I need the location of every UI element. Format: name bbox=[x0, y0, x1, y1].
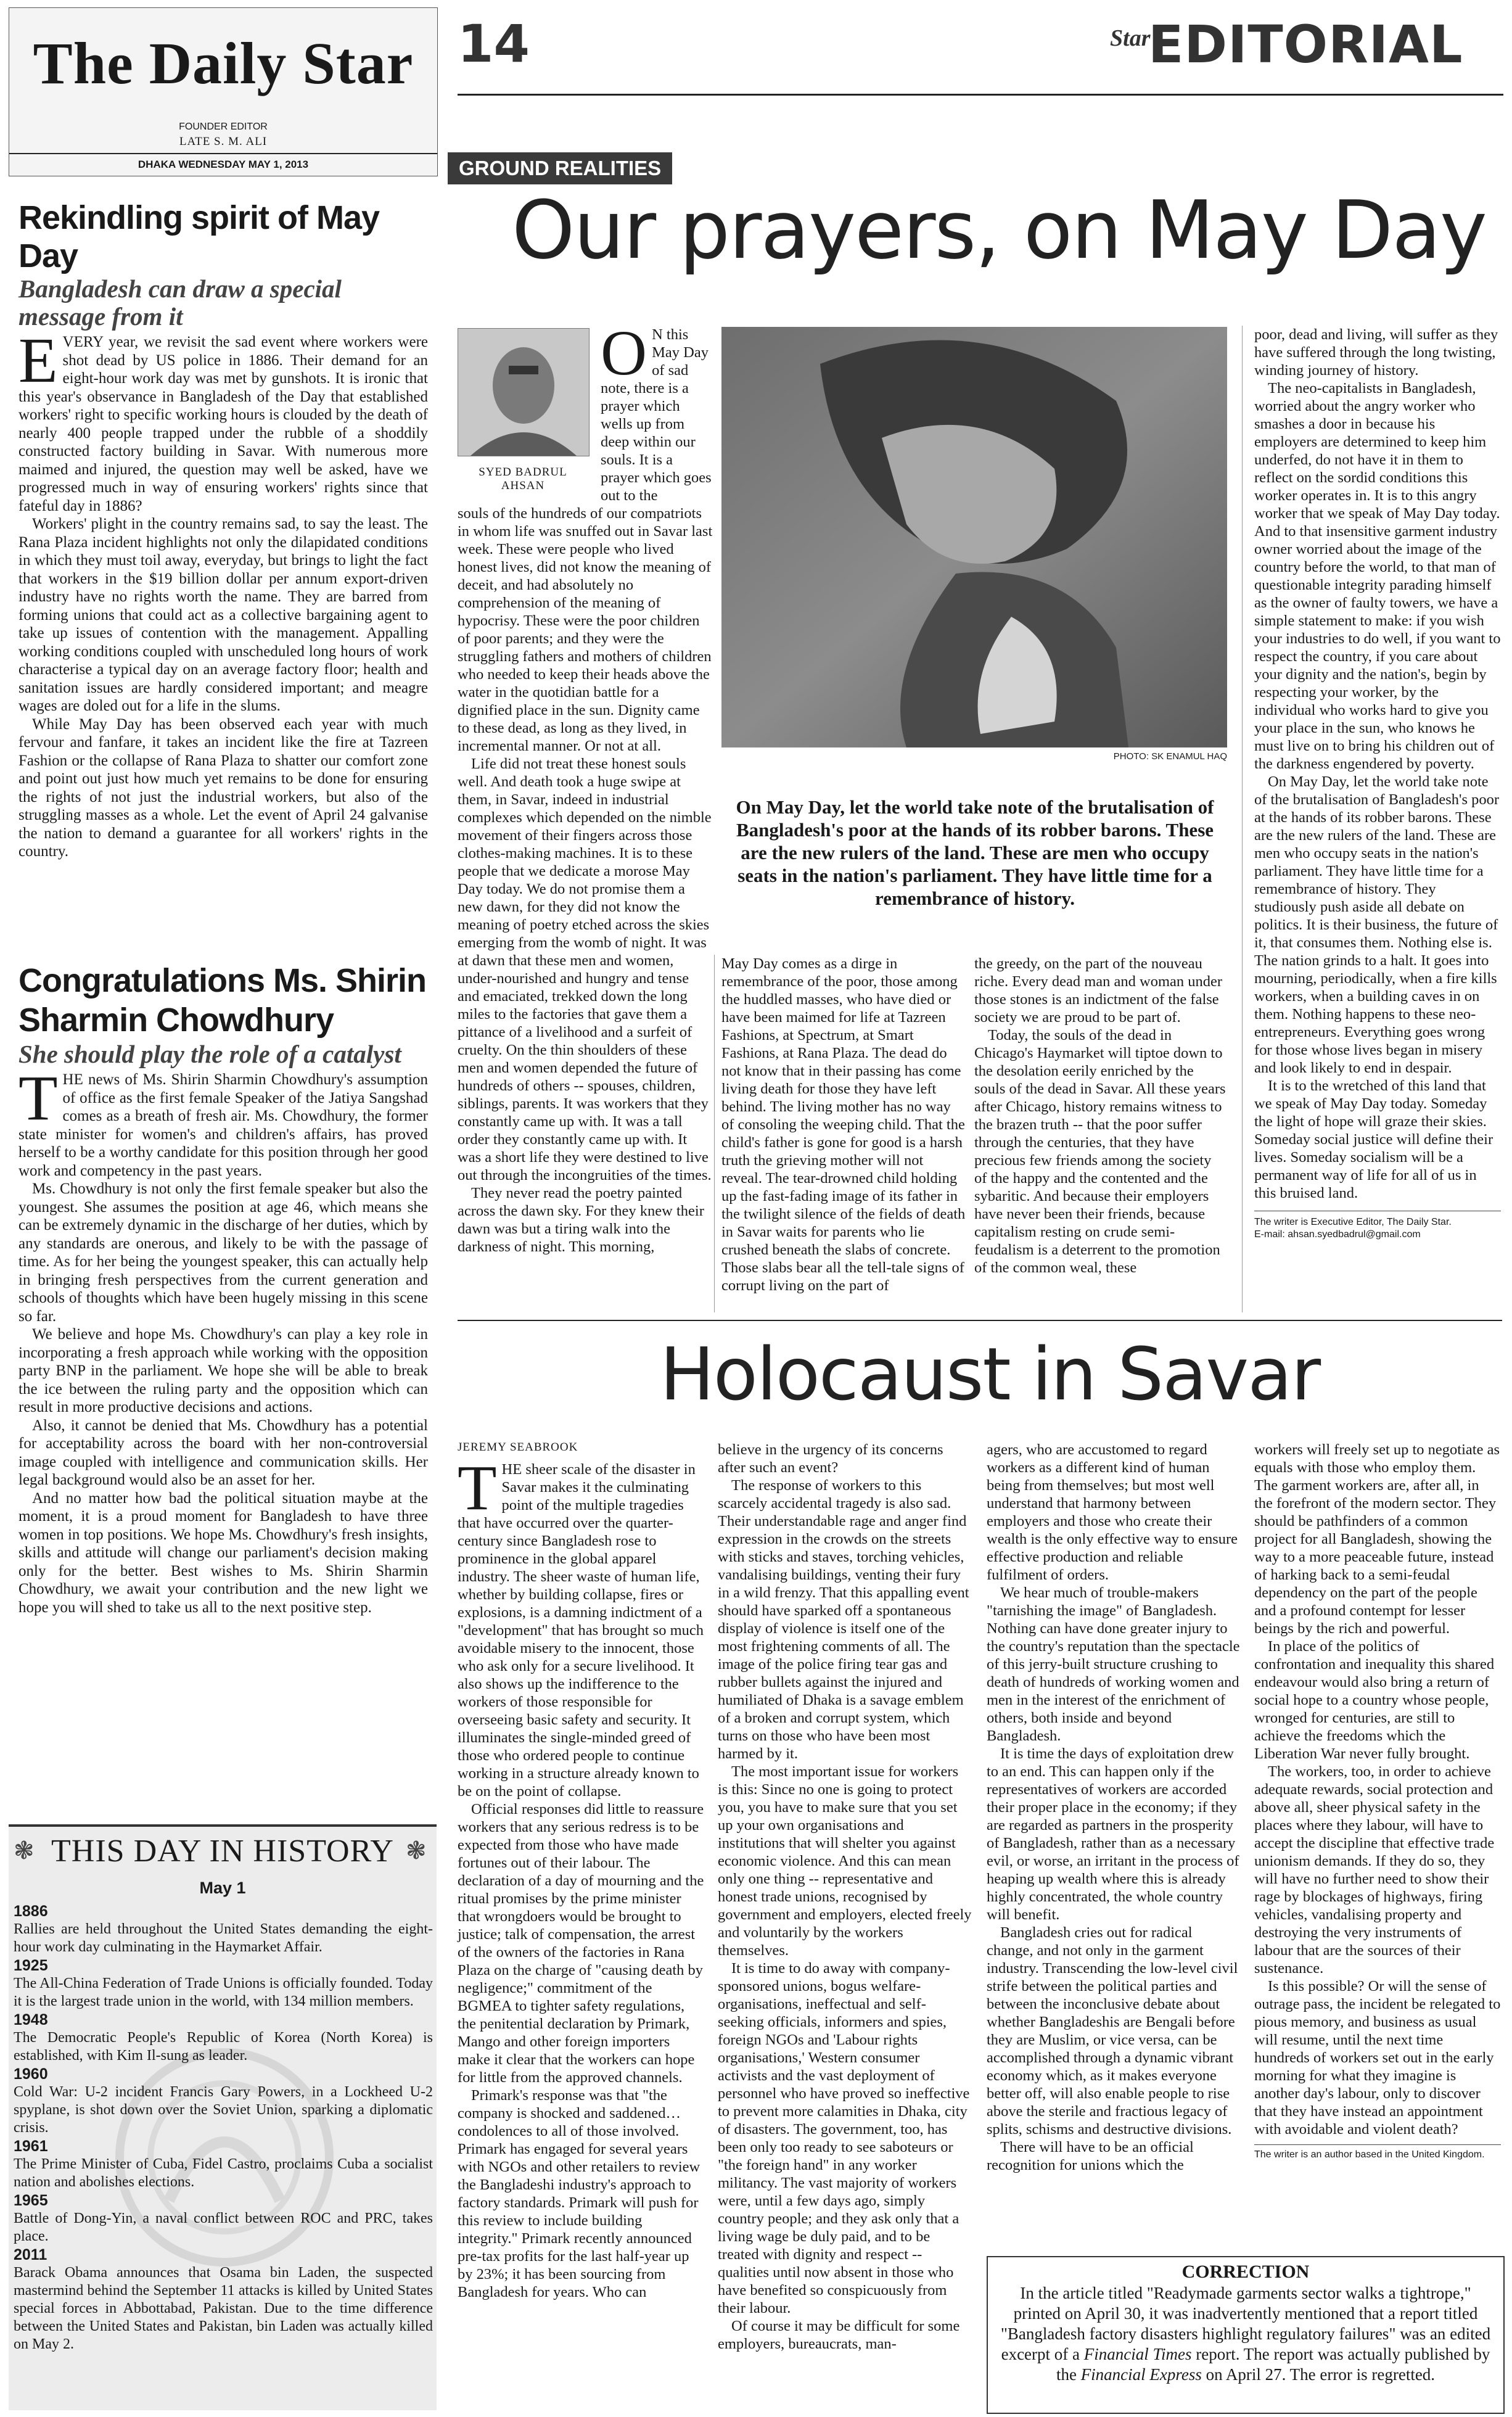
publication-name: Financial Times bbox=[1083, 2345, 1192, 2363]
paragraph: Ms. Chowdhury is not only the first female speaker but also the youngest. She assumes the position at age 46, which means she can be extremely dynamic in the discharge of her duties, which by any standards are onerous, and likely to be with the passage of time. As for her being the youngest speaker, this can actually help in bringing fresh perspectives from the current generation and schools of thoughts which have been hugely missing in this scene so far. bbox=[18, 1180, 428, 1325]
history-event: The All-China Federation of Trade Unions is officially founded. Today it is the largest trade union in the world, with 134 million members. bbox=[14, 1975, 433, 2009]
savar-column-3 bbox=[987, 1441, 1241, 2174]
correction-text-part: on April 27. The error is regretted. bbox=[1201, 2365, 1436, 2384]
paragraph: VERY year, we revisit the sad event where workers were shot dead by US police in 1886. Their demand for an eight-hour work day was met by gunshots. It is ironic that this year's observance in Bangladesh of the Day that established workers' right to specific working hours is clouded by the death of nearly 400 people trapped under the rubble of a shoddily constructed factory building in Savar. With numerous more maimed and injured, the question may well be asked, have we progressed much in way of ensuring workers' rights since that fateful day in 1886? bbox=[18, 334, 428, 514]
correction-text bbox=[988, 2283, 1503, 2385]
paragraph: There will have to be an official recognition for unions which the bbox=[987, 2139, 1194, 2173]
masthead-title: The Daily Star bbox=[33, 30, 414, 96]
paragraph: On May Day, let the world take note of the brutalisation of Bangladesh's poor at the hands of its robber barons. These are the new rulers of the land. These are men who occupy seats in the nation's parliament. They have little time for a remembrance of history. They studiously push aside all debate on politics. It is their business, the future of it, that consumes them. Nothing else is. The nation grinds to a halt. It goes into mourning, periodically, when a fire kills workers, when a building caves in on them. Nothing happens to these neo-entrepreneurs. Everything goes wrong for those whose lives began in misery and look likely to end in despair. bbox=[1254, 773, 1500, 1076]
writer-bio: The writer is an author based in the United Kingdom. bbox=[1254, 2149, 1485, 2160]
paragraph: It is to the wretched of this land that we speak of May Day today. Someday the light of hope will graze their skies. Someday social justice will define their lives. Someday socialism will be a permanent way of life for all of us in this bruised land. bbox=[1254, 1077, 1494, 1201]
paragraph: They never read the poetry painted across the dawn sky. For they knew their dawn was but a tiring walk into the darkness of night. This morning, bbox=[458, 1185, 704, 1255]
editorial-subhead: Bangladesh can draw a special message from it bbox=[18, 274, 342, 331]
savar-column-1 bbox=[458, 1452, 704, 2301]
editorial-headline: Rekindling spirit of May Day bbox=[18, 199, 380, 274]
photo-credit: PHOTO: SK ENAMUL HAQ bbox=[1113, 751, 1227, 762]
paragraph: And no matter how bad the political situation maybe at the moment, it is a proud moment for Bangladesh to have three women in top positions. We hope Ms. Chowdhury's fresh insights, skills and attitude will change our parliament's decision making only for the better. Best wishes to Ms. Shirin Sharmin Chowdhury, we await your contribution and the new light we hope you will shed to take us all to the next positive step. bbox=[18, 1489, 428, 1616]
correction-text-part: In the article titled "Readymade garments sector walks a tightrope," printed on April 30, it was inadvertently mentioned that a report titled "Bangladesh factory disasters highlight regulatory failures" was an edited excerpt of a bbox=[1000, 2284, 1491, 2363]
masthead bbox=[9, 7, 438, 176]
history-title: THIS DAY IN HISTORY bbox=[51, 1834, 394, 1869]
page-number: 14 bbox=[458, 14, 530, 74]
paragraph: workers will freely set up to negotiate as equals with those who employ them. The garment workers are, after all, in the forefront of the modern sector. They should be pathfinders of a common project for all Bangladesh, showing the way to a more peaceable future, instead of harking back to a semi-feudal dependency on the part of the people and a profound contempt for lesser beings by the rich and powerful. bbox=[1254, 1441, 1500, 1637]
article-photo bbox=[721, 327, 1227, 747]
paragraph: The most important issue for workers is this: Since no one is going to protect you, you have to make sure that you set up your own organisations and institutions that will shelter you against economic violence. And this can mean only one thing -- representative and honest trade unions, recognised by government and employers, elected freely and voluntarily by the workers themselves. bbox=[718, 1763, 972, 1959]
history-year: 1948 bbox=[14, 2011, 48, 2028]
history-year: 1925 bbox=[14, 1957, 48, 1974]
author-byline: SYED BADRUL AHSAN bbox=[479, 466, 567, 492]
editorial-body bbox=[18, 325, 428, 861]
paragraph: It is time to do away with company-sponsored unions, bogus welfare-organisations, ineffectual and self-seeking officials, informers and spies, foreign NGOs and 'Labour rights organisations,' Western consumer activists and the vast deployment of personnel who have proved so ineffective to prevent more calamities in Dhaka, city of disasters. The government, too, has been only too ready to see saboteurs or "the foreign hand" in any worker militancy. The vast majority of workers were, until a few days ago, simply country people; and they ask only that a living wage be duly paid, and to be treated with dignity and respect -- qualities until now absent in those who have benefited so conspicuously from their labour. bbox=[718, 1960, 970, 2316]
savar-column-2 bbox=[718, 1441, 972, 2353]
writer-email: E-mail: ahsan.syedbadrul@gmail.com bbox=[1254, 1229, 1421, 1240]
dropcap: O bbox=[601, 318, 647, 389]
paragraph: Of course it may be difficult for some employers, bureaucrats, man- bbox=[718, 2318, 960, 2352]
paragraph: Official responses did little to reassure workers that any serious redress is to be expected from those who have made fortunes out of their labour. The declaration of a day of mourning and the ritual promises by the prime minister that wrongdoers would be brought to justice; talk of compensation, the arrest of the owners of the factories in Rana Plaza on the charge of "causing death by negligence;" commitment of the BGMEA to tighter safety regulations, the penitential declaration by Primark, Mango and other foreign importers make it clear that the workers can hope for little from the approved channels. bbox=[458, 1801, 704, 2086]
history-event: Rallies are held throughout the United States demanding the eight-hour work day culminating in the Haymarket Affair. bbox=[14, 1921, 433, 1955]
history-event: Barack Obama announces that Osama bin Laden, the suspected mastermind behind the September 11 attacks is killed by United States special forces in Abbottabad, Pakistan. Due to the time difference between the United States and Pakistan, bin Laden was actually killed on May 2. bbox=[14, 2265, 433, 2352]
paragraph: The workers, too, in order to achieve adequate rewards, social protection and above all, sheer physical safety in the places where they labour, will have to accept the discipline that effective trade unionism demands. If they do so, they will have no further need to show their rage by blockages of highways, firing vehicles, vandalising property and destroying the very instruments of labour that are the sources of their sustenance. bbox=[1254, 1763, 1495, 1977]
history-list bbox=[14, 1902, 433, 2353]
history-date: May 1 bbox=[199, 1879, 246, 1897]
dropcap: T bbox=[18, 1063, 58, 1134]
star-logo: Star bbox=[1110, 25, 1151, 51]
dropcap: E bbox=[18, 325, 58, 396]
editorial-may-day bbox=[18, 199, 428, 861]
correction-title: CORRECTION bbox=[1181, 2262, 1310, 2282]
paragraph: souls of the hundreds of our compatriots in whom life was snuffed out in Savar last week. These were people who lived honest lives, did not know the meaning of deceit, and had absolutely no comprehension of the meaning of hypocrisy. These were the poor children of poor parents; and they were the struggling fathers and mothers of children who needed to keep their heads above the water in the quotidian battle for a dignified place in the sun. Dignity came to these dead, as long as they lived, in incremental manner. Or not at all. bbox=[458, 505, 713, 754]
history-event: Cold War: U-2 incident Francis Gary Powers, in a Lockheed U-2 spyplane, is shot down over the Soviet Union, sparking a diplomatic crisis. bbox=[14, 2084, 433, 2136]
founder-label: FOUNDER EDITOR bbox=[179, 121, 268, 132]
founder-name: LATE S. M. ALI bbox=[179, 135, 268, 148]
history-year: 2011 bbox=[14, 2246, 47, 2263]
article-headline: Holocaust in Savar bbox=[660, 1332, 1320, 1417]
paragraph: It is time the days of exploitation drew to an end. This can happen only if the representatives of workers are accorded their proper place in the economy; if they are regarded as partners in the prosperity of Bangladesh, rather than as a necessary evil, or worse, an irritant in the process of heaping up wealth where this is already highly concentrated, the whole country will benefit. bbox=[987, 1745, 1239, 1923]
history-year: 1886 bbox=[14, 1903, 48, 1920]
author-byline: JEREMY SEABROOK bbox=[458, 1441, 578, 1454]
paragraph: The response of workers to this scarcely accidental tragedy is also sad. Their understandable rage and anger find expression in the crowds on the streets with sticks and staves, torching vehicles, vandalising buildings, venting their fury in a wild frenzy. That this appalling event should have sparked off a spontaneous display of violence is itself one of the most frightening comments of all. The image of the police firing tear gas and rubber bullets against the injured and humiliated of Dhaka is a savage emblem of a broken and corrupt system, which turns on those who have been most harmed by it. bbox=[718, 1477, 969, 1762]
prayers-column-4 bbox=[1254, 326, 1501, 1241]
prayers-column-2 bbox=[721, 955, 967, 1295]
editorial-speaker bbox=[18, 961, 428, 1616]
ornament-icon: ❃ bbox=[14, 1837, 35, 1865]
history-year: 1961 bbox=[14, 2138, 48, 2155]
paragraph: While May Day has been observed each year with much fervour and fanfare, it takes an incident like the fire at Tazreen Fashion or the collapse of Rana Plaza to shatter our comfort zone and point out just how much yet remains to be done for ensuring the rights of not just the industrial workers, but also of the struggling masses as a whole. Let the event of April 24 galvanise the nation to demand a guarantee for all workers' rights in the country. bbox=[18, 715, 428, 860]
paragraph: Also, it cannot be denied that Ms. Chowdhury has a potential for acceptability across the board with her non-controversial image coupled with intelligence and communication skills. Her legal background would also be an asset for her. bbox=[18, 1417, 428, 1488]
paragraph: Primark's response was that "the company is shocked and saddened…condolences to all of those involved. Primark has engaged for several years with NGOs and other retailers to review the Bangladeshi industry's approach to factory standards. Primark will push for this review to include building integrity." Primark recently announced pre-tax profits for the last half-year up by 23%; it has been sourcing from Bangladesh for years. Who can bbox=[458, 2087, 701, 2300]
paragraph: Is this possible? Or will the sense of outrage pass, the incident be relegated to pious memory, and business as usual will resume, until the next time hundreds of workers set out in the early morning for what they imagine is another day's labour, only to discover that they have instead an appointment with avoidable and violent death? bbox=[1254, 1978, 1501, 2138]
dropcap: T bbox=[458, 1452, 497, 1523]
pull-quote: On May Day, let the world take note of the brutalisation of Bangladesh's poor at the hands of its robber barons. These are the new rulers of the land. These are men who occupy seats in the nation's parliament. They have little time for a remembrance of history. bbox=[736, 796, 1214, 909]
correction-text-part: report. The report was actually published by the bbox=[1056, 2345, 1490, 2384]
article-headline: Our prayers, on May Day bbox=[512, 183, 1486, 277]
paragraph: Today, the souls of the dead in Chicago's Haymarket will tiptoe down to the desolation eerily enriched by the souls of the dead in Savar. All these years after Chicago, history remains witness to the brazen truth -- that the poor suffer through the centuries, that they have precious few friends among the society of the happy and the contented and the sybaritic. And because their employers have never been their friends, because capitalism resting on crude semi-feudalism is a deterrent to the promotion of the common weal, these bbox=[974, 1027, 1226, 1276]
paragraph: believe in the urgency of its concerns after such an event? bbox=[718, 1441, 943, 1476]
savar-column-4 bbox=[1254, 1441, 1501, 2161]
paragraph: We hear much of trouble-makers "tarnishing the image" of Bangladesh. Nothing can have done greater injury to the country's reputation than the spectacle of this jerry-built structure crushing to death of hundreds of working women and men in the interest of the enrichment of others, both inside and beyond Bangladesh. bbox=[987, 1584, 1240, 1744]
paragraph: Life did not treat these honest souls well. And death took a huge swipe at them, in Savar, indeed in industrial complexes which depended on the nimble movement of their fingers across those clothes-making machines. It is to these people that we dedicate a morose May Day today. We do not promise them a new dawn, for they did not know the meaning of poetry etched across the skies emerging from the womb of night. It was at dawn that these men and women, under-nourished and hungry and tense and emaciated, trekked down the long miles to the factories that gave them a pittance of a livelihood and a surfeit of cruelty. On the thin shoulders of these men and women depended the future of hundreds of others -- spouses, children, siblings, parents. It was workers that they constantly came up with. It was a tall order they constantly came up with. It was a short life they were destined to live out through the incongruities of the times. bbox=[458, 756, 712, 1184]
paragraph: In place of the politics of confrontation and inequality this shared endeavour would also bring a return of social hope to a country whose people, wronged for centuries, are still to achieve the freedoms which the Liberation War never fully brought. bbox=[1254, 1638, 1495, 1762]
paragraph: We believe and hope Ms. Chowdhury's can play a key role in incorporating a fresh approach while working with the opposition party BNP in the parliament. We hope she will be able to break the ice between the ruling party and the opposition which can result in more productive decisions and actions. bbox=[18, 1326, 428, 1415]
paragraph: tragedies that have occurred over the quarter-century since Bangladesh rose to prominence in the global apparel industry. The sheer waste of human life, whether by building collapse, fires or explosions, is a damning indictment of a "development" that has brought so much avoidable misery to the innocent, those who ask only for a secure livelihood. It also shows up the indifference to the workers of those responsible for overseeing basic safety and security. It illuminates the single-minded greed of those who ordered people to continue working in a structure already known to be on the point of collapse. bbox=[458, 1497, 704, 1800]
paragraph: N this May Day of sad note, there is a prayer which wells up from deep within our souls. It is a prayer which goes out to the bbox=[601, 326, 712, 504]
editorial-headline: Congratulations Ms. Shirin Sharmin Chowdhury bbox=[18, 962, 427, 1039]
history-event: The Prime Minister of Cuba, Fidel Castro, proclaims Cuba a socialist nation and abolishes elections. bbox=[14, 2156, 433, 2190]
paragraph: the greedy, on the part of the nouveau riche. Every dead man and woman under those stones is an indictment of the false society we are proud to be part of. bbox=[974, 955, 1223, 1026]
paragraph: Workers' plight in the country remains sad, to say the least. The Rana Plaza incident highlights not only the dilapidated conditions in which they must toil away, everyday, but brings to light the fact that workers in the $19 billion dollar per annum export-driven industry have no rights worth the name. They are barred from forming unions that could act as a collective bargaining agent to take up issues of contention with the management. Appalling working conditions coupled with unscheduled long hours of work characterise a typical day on an average factory floor; health and sanitation issues are hardly considered important; and meagre wages are doled out for a life in the slums. bbox=[18, 516, 428, 714]
correction-box bbox=[987, 2256, 1505, 2414]
paragraph: HE sheer scale of the disaster in Savar makes it the culminating point of the multiple bbox=[501, 1461, 696, 1513]
section-title: EDITORIAL bbox=[1148, 14, 1463, 75]
editorial-body bbox=[18, 1063, 428, 1616]
prayers-column-3 bbox=[974, 955, 1227, 1277]
paragraph: agers, who are accustomed to regard workers as a different kind of human being from themselves; but most well understand that harmony between employers and those who create their wealth is the only effective way to ensure effective production and reliable fulfilment of orders. bbox=[987, 1441, 1238, 1583]
publication-name: Financial Express bbox=[1080, 2365, 1202, 2384]
history-event: The Democratic People's Republic of Korea (North Korea) is established, with Kim Il-sung as leader. bbox=[14, 2030, 433, 2064]
paragraph: May Day comes as a dirge in remembrance of the poor, those among the huddled masses, who have died or have been maimed for life at Tazreen Fashions, at Spectrum, at Smart Fashions, at Rana Plaza. The dead do not know that in their passing has come living death for those they have left behind. The living mother has no way of consoling the weeping child. That the child's father is gone for good is a harsh truth the grieving mother will not reveal. The tear-drowned child holding up the fast-fading image of its father in the twilight silence of the fields of death in Savar waits for parents who lie crushed beneath the slabs of concrete. Those slabs bear all the tell-tale signs of corrupt living on the part of bbox=[721, 955, 966, 1294]
prayers-column-1 bbox=[458, 318, 713, 1256]
history-year: 1960 bbox=[14, 2065, 48, 2083]
kicker: GROUND REALITIES bbox=[448, 152, 672, 184]
history-event: Battle of Dong-Yin, a naval conflict between ROC and PRC, takes place. bbox=[14, 2210, 433, 2244]
history-year: 1965 bbox=[14, 2192, 48, 2209]
paragraph: HE news of Ms. Shirin Sharmin Chowdhury's assumption of office as the first female Speaker of the Jatiya Sangshad comes as a breath of fresh air. Ms. Chowdhury, the former state minister for women's and children's affairs, has proved herself to be a worthy candidate for this position through her good work and competency in the past years. bbox=[18, 1071, 428, 1179]
writer-bio: The writer is Executive Editor, The Daily Star. bbox=[1254, 1217, 1452, 1227]
paragraph: The neo-capitalists in Bangladesh, worried about the angry worker who smashes a door in because his employers are determined to keep him underfed, do not have it in them to reflect on the sordid conditions this worker operates in. It is to this angry worker that we speak of May Day today. And to that insensitive garment industry owner worried about the image of the country before the world, to that man of questionable integrity parading himself as the owner of faulty towers, we have a simple statement to make: if you wish your industries to do well, if you want to respect the country, if you care about your dignity and the nation's, begin by respecting your worker, by the individual who works hard to give you your place in the sun, who knows he must live on to bring his children out of the darkness engendered by poverty. bbox=[1254, 380, 1501, 772]
paragraph: Bangladesh cries out for radical change, and not only in the garment industry. Transcending the low-level civil strife between the political parties and between the inconclusive debate about whether Bangladeshis are Bengali before they are Muslim, or vice versa, can be accomplished through a dynamic vibrant economy which, as it makes everyone better off, will also enable people to rise above the sterile and fractious legacy of splits, schisms and destructive divisions. bbox=[987, 1924, 1238, 2138]
dateline: DHAKA WEDNESDAY MAY 1, 2013 bbox=[138, 159, 309, 170]
ornament-icon: ❃ bbox=[406, 1837, 427, 1865]
paragraph: poor, dead and living, will suffer as they have suffered through the long twisting, winding journey of history. bbox=[1254, 326, 1498, 379]
this-day-in-history bbox=[9, 1824, 437, 2410]
editorial-subhead: She should play the role of a catalyst bbox=[18, 1040, 401, 1068]
